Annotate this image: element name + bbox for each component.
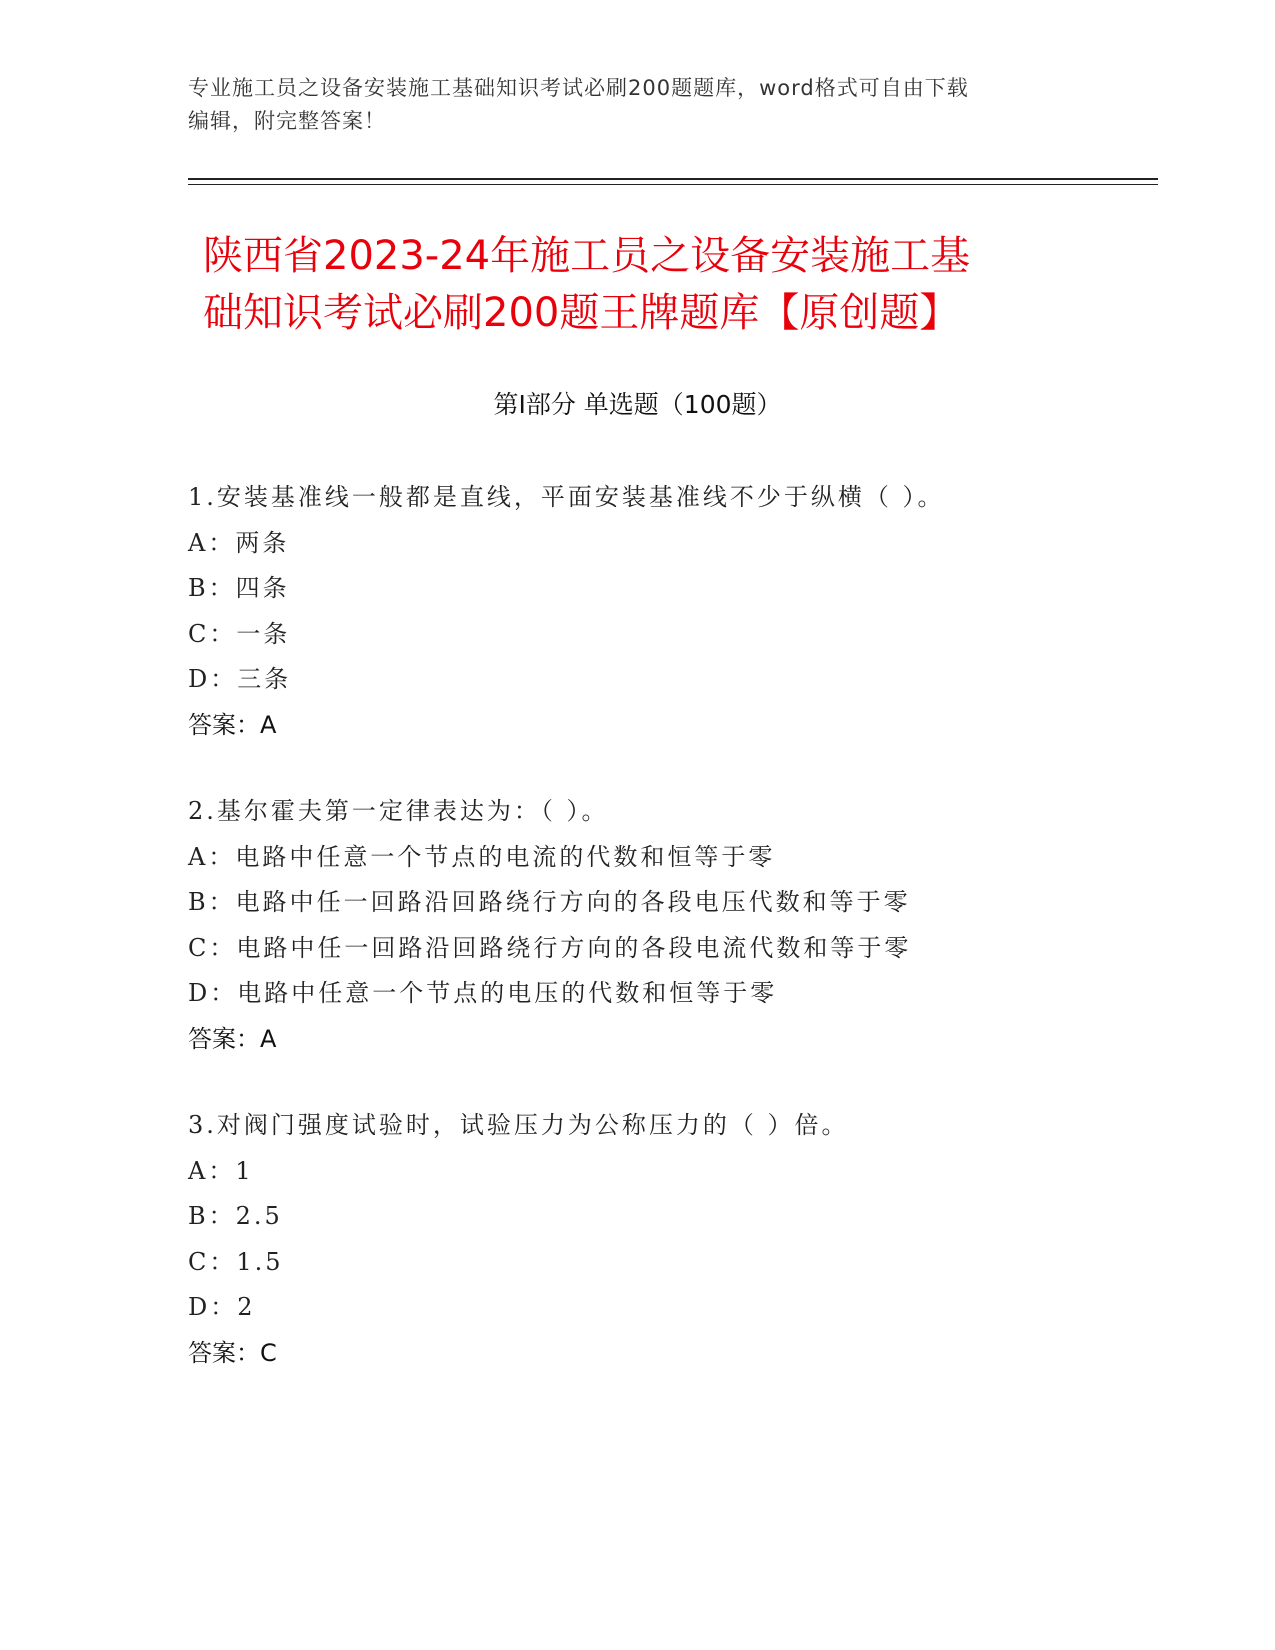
question-list [188,475,1138,1417]
document-title [203,228,1103,342]
option-c: C：一条 [188,619,291,648]
answer-value: C [260,1338,277,1367]
document-title-line-2: 础知识考试必刷200题王牌题库【原创题】 [203,290,960,336]
question-stem: 3.对阀门强度试验时，试验压力为公称压力的（ ）倍。 [188,1111,849,1139]
option-a: A：电路中任意一个节点的电流的代数和恒等于零 [188,842,776,871]
question-stem: 2.基尔霍夫第一定律表达为：（ ）。 [188,797,609,825]
answer-line [188,1331,1138,1377]
answer-value: A [260,1024,277,1053]
answer-label: 答案： [188,710,260,739]
option-b: B：四条 [188,574,290,602]
header-note-line-1: 专业施工员之设备安装施工基础知识考试必刷200题题库，word格式可自由下载 [188,76,969,100]
question-2 [188,789,1138,1062]
option-b: B：电路中任一回路沿回路绕行方向的各段电压代数和等于零 [188,888,911,916]
question-1 [188,475,1138,748]
question-stem: 1.安装基准线一般都是直线，平面安装基准线不少于纵横（ ）。 [188,483,945,511]
answer-label: 答案： [188,1338,260,1367]
section-title: 第Ⅰ部分 单选题（100题） [493,390,782,419]
option-d: D：三条 [188,665,292,693]
header-divider-thick [188,178,1158,180]
option-d: D：2 [188,1293,256,1321]
answer-label: 答案： [188,1024,260,1053]
answer-line [188,703,1138,749]
header-note-line-2: 编辑，附完整答案！ [188,109,386,133]
answer-line [188,1017,1138,1063]
header-divider-thin [188,184,1158,185]
answer-value: A [260,710,277,739]
document-title-line-1: 陕西省2023-24年施工员之设备安装施工基 [203,233,971,279]
question-3 [188,1103,1138,1376]
option-c: C：电路中任一回路沿回路绕行方向的各段电流代数和等于零 [188,933,912,962]
option-c: C：1.5 [188,1247,284,1276]
header-note [188,72,1088,138]
option-b: B：2.5 [188,1202,283,1230]
option-a: A：两条 [188,528,290,557]
option-d: D：电路中任意一个节点的电压的代数和恒等于零 [188,979,778,1007]
option-a: A：1 [188,1156,254,1185]
